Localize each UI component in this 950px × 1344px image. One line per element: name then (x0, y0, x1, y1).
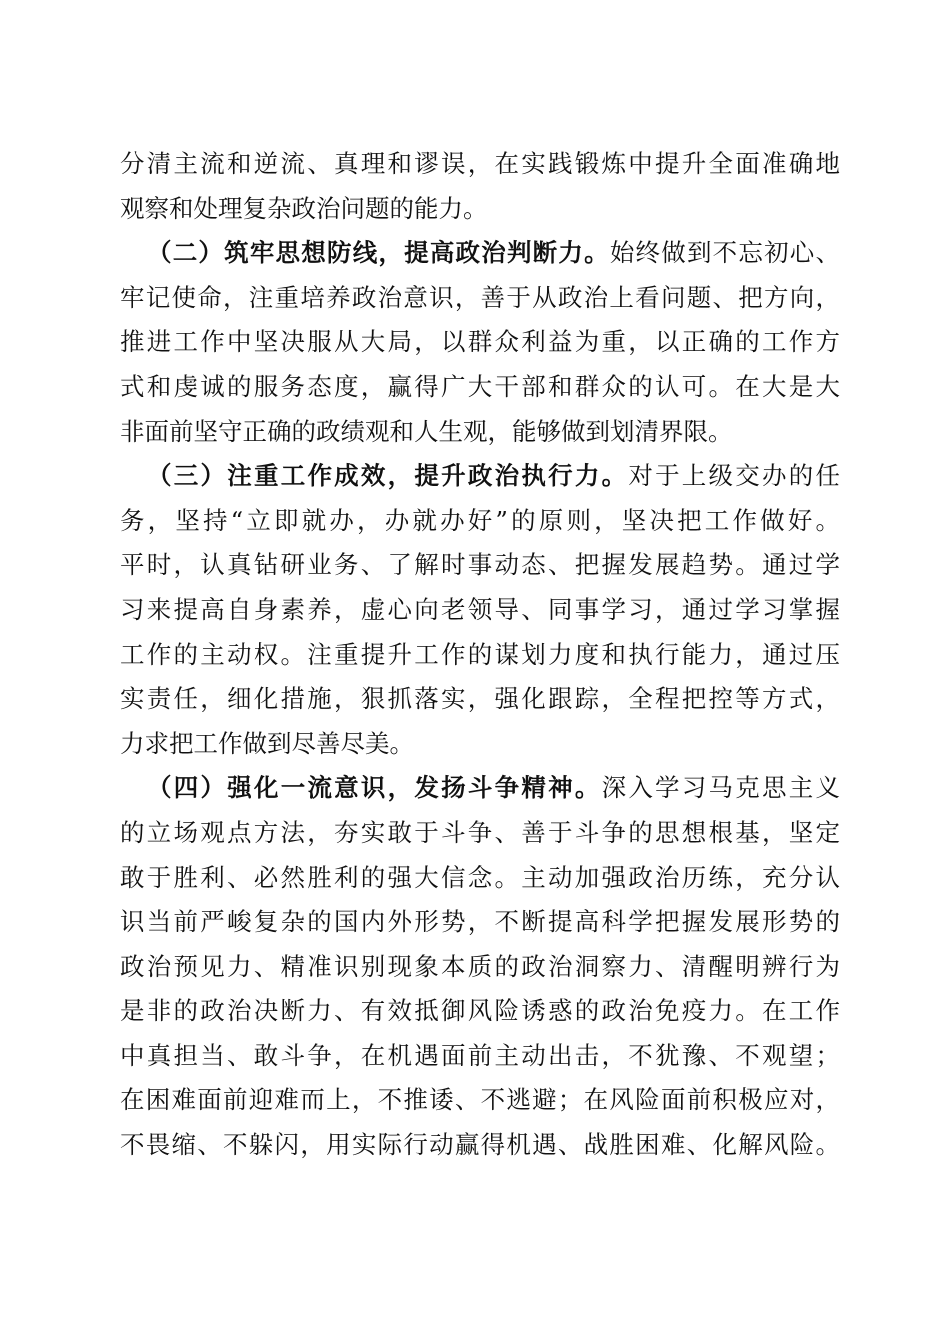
paragraph-3 (120, 454, 840, 766)
text-line: 的立场观点方法，夯实敢于斗争、善于斗争的思想根基，坚定 (120, 817, 840, 847)
text-line: 平时，认真钻研业务、了解时事动态、把握发展趋势。通过学 (120, 550, 840, 580)
text-span: 深入学习马克思主义 (601, 773, 840, 803)
section-heading-2: （二）筑牢思想防线，提高政治判断力。 (147, 238, 610, 268)
document-page (120, 142, 840, 1168)
text-line: 推进工作中坚决服从大局，以群众利益为重，以正确的工作方 (120, 327, 840, 357)
section-heading-3: （三）注重工作成效，提升政治执行力。 (147, 461, 629, 491)
text-span: 对于上级交办的任 (628, 461, 840, 491)
text-line (120, 454, 840, 499)
text-line: 式和虔诚的服务态度，赢得广大干部和群众的认可。在大是大 (120, 371, 840, 401)
text-line: 识当前严峻复杂的国内外形势，不断提高科学把握发展形势的 (120, 907, 840, 937)
text-line: 政治预见力、精准识别现象本质的政治洞察力、清醒明辨行为 (120, 951, 840, 981)
text-line: 中真担当、敢斗争，在机遇面前主动出击，不犹豫、不观望； (120, 1040, 840, 1070)
section-heading-4: （四）强化一流意识，发扬斗争精神。 (147, 773, 602, 803)
text-line: 工作的主动权。注重提升工作的谋划力度和执行能力，通过压 (120, 639, 840, 669)
text-span: 始终做到不忘初心、 (609, 238, 840, 268)
text-line: 力求把工作做到尽善尽美。 (120, 728, 414, 758)
paragraph-2 (120, 231, 840, 454)
text-line: 牢记使命，注重培养政治意识，善于从政治上看问题、把方向， (120, 282, 840, 312)
text-line: 在困难面前迎难而上，不推诿、不逃避；在风险面前积极应对， (120, 1085, 840, 1115)
text-line: 是非的政治决断力、有效抵御风险诱惑的政治免疫力。在工作 (120, 996, 840, 1026)
paragraph-1 (120, 142, 840, 231)
text-line (120, 766, 840, 811)
text-line: 务，坚持“立即就办，办就办好”的原则，坚决把工作做好。 (120, 505, 840, 535)
text-line: 观察和处理复杂政治问题的能力。 (120, 193, 488, 223)
text-line: 不畏缩、不躲闪，用实际行动赢得机遇、战胜困难、化解风险。 (120, 1130, 840, 1160)
paragraph-4 (120, 766, 840, 1167)
text-line: 非面前坚守正确的政绩观和人生观，能够做到划清界限。 (120, 416, 733, 446)
text-line (120, 231, 840, 276)
text-line: 实责任，细化措施，狠抓落实，强化跟踪，全程把控等方式， (120, 684, 840, 714)
text-line: 分清主流和逆流、真理和谬误，在实践锻炼中提升全面准确地 (120, 149, 840, 178)
text-line: 习来提高自身素养，虚心向老领导、同事学习，通过学习掌握 (120, 594, 840, 624)
text-line: 敢于胜利、必然胜利的强大信念。主动加强政治历练，充分认 (120, 862, 840, 892)
